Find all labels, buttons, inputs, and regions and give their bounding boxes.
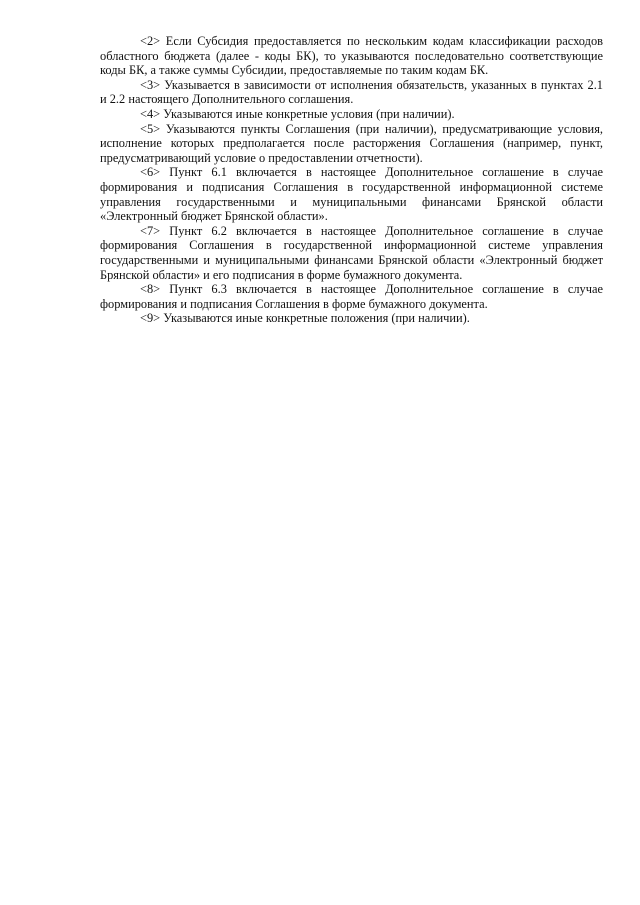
footnote-5 — [100, 122, 603, 166]
footnote-9 — [100, 311, 603, 326]
footnote-7 — [100, 224, 603, 282]
footnote-4 — [100, 107, 603, 122]
footnote-marker: <3> — [140, 77, 161, 92]
footnote-8 — [100, 282, 603, 311]
footnote-text: Если Субсидия предоставляется по нескольким кодам классификации расходов областного бюджета (далее - коды БК), то указываются последовательно соответствующие коды БК, а также суммы Субсидии, предоставляемые по таким кодам БК. — [100, 34, 603, 78]
footnote-marker: <2> — [140, 34, 161, 48]
footnotes-block — [100, 34, 603, 326]
footnote-text: Указываются иные конкретные положения (при наличии). — [163, 311, 470, 326]
footnote-6 — [100, 165, 603, 223]
footnote-text: Пункт 6.1 включается в настоящее Дополнительное соглашение в случае формирования и подписания Соглашения в государственной информационной системе управления государственными и муниципальными финансами Брянской области «Электронный бюджет Брянской области». — [100, 165, 603, 224]
footnote-marker: <5> — [140, 121, 161, 136]
footnote-3 — [100, 78, 603, 107]
footnote-text: Указываются иные конкретные условия (при наличии). — [163, 106, 455, 121]
footnote-marker: <9> — [140, 311, 161, 326]
footnote-text: Пункт 6.3 включается в настоящее Дополнительное соглашение в случае формирования и подписания Соглашения в форме бумажного документа. — [100, 282, 603, 311]
footnote-text: Указываются пункты Соглашения (при наличии), предусматривающие условия, исполнение которых предполагается после расторжения Соглашения (например, пункт, предусматривающий условие о предоставлении отчетности). — [100, 121, 603, 165]
footnote-marker: <7> — [140, 223, 161, 238]
footnote-text: Пункт 6.2 включается в настоящее Дополнительное соглашение в случае формирования Соглашения в государственной информационной системе управления государственными и муниципальными финансами Брянской области «Электронный бюджет Брянской области» и его подписания в форме бумажного документа. — [100, 223, 603, 282]
footnote-marker: <4> — [140, 106, 161, 121]
footnote-marker: <8> — [140, 282, 161, 297]
footnote-text: Указывается в зависимости от исполнения обязательств, указанных в пунктах 2.1 и 2.2 настоящего Дополнительного соглашения. — [100, 77, 603, 107]
footnote-2 — [100, 34, 603, 78]
footnote-marker: <6> — [140, 165, 161, 180]
